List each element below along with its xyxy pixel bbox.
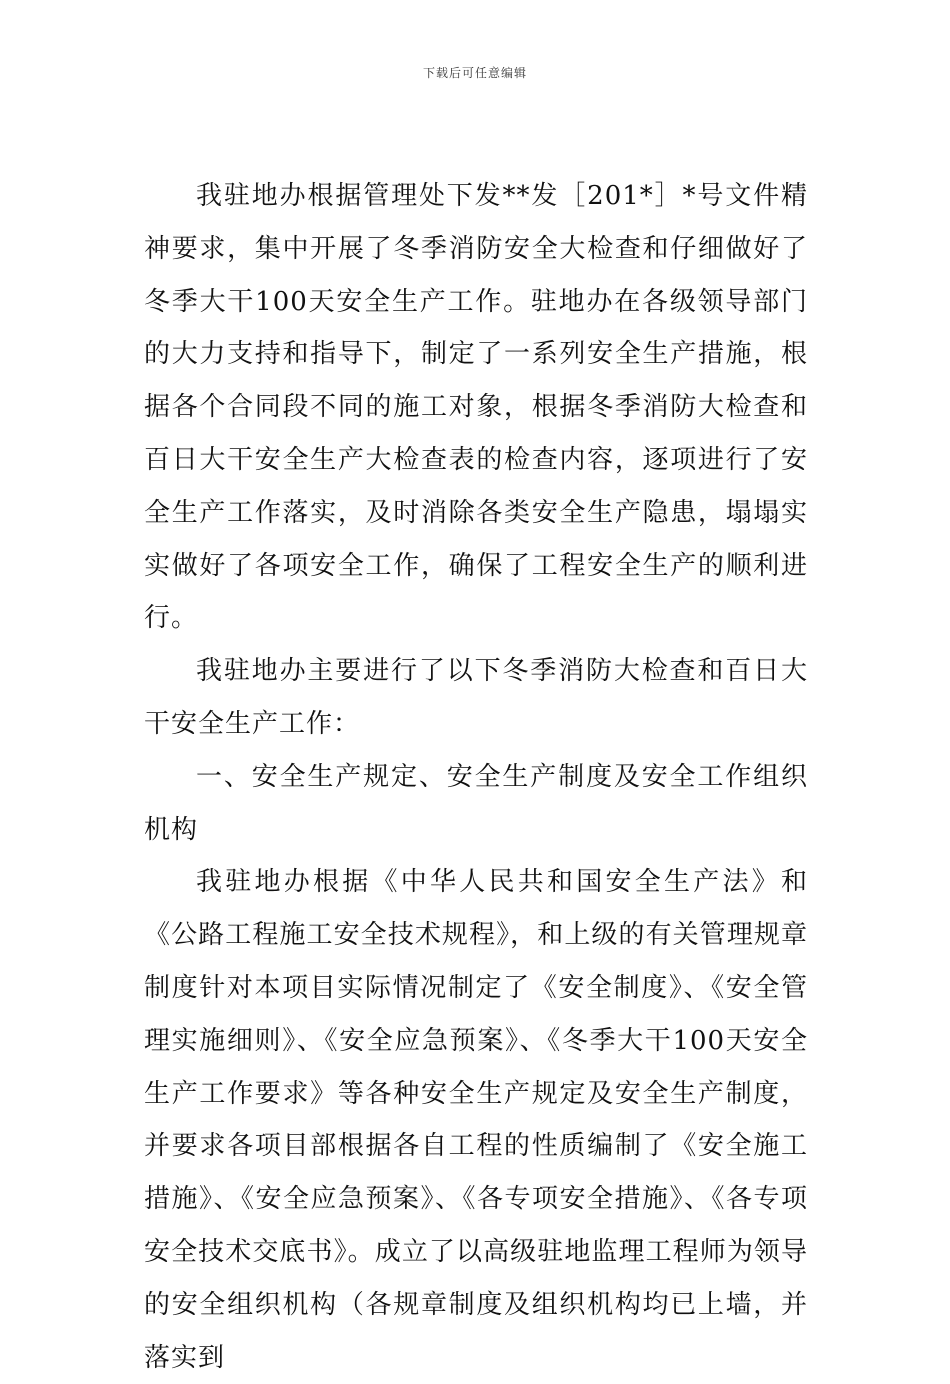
paragraph-regulations: 我驻地办根据《中华人民共和国安全生产法》和《公路工程施工安全技术规程》，和上级的有关管理规章制度针对本项目实际情况制定了《安全制度》、《安全管理实施细则》、《安全应急预案》、《冬季大干100天安全生产工作要求》等各种安全生产规定及安全生产制度，并要求各项目部根据各自工程的性质编制了《安全施工措施》、《安全应急预案》、《各专项安全措施》、《各专项安全技术交底书》。成立了以高级驻地监理工程师为领导的安全组织机构（各规章制度及组织机构均已上墙，并落实到 bbox=[144, 867, 808, 1373]
download-editable-note: 下载后可任意编辑 bbox=[422, 66, 527, 80]
paragraph-work-summary: 我驻地办主要进行了以下冬季消防大检查和百日大干安全生产工作： bbox=[144, 656, 808, 739]
section-heading-1: 一、安全生产规定、安全生产制度及安全工作组织机构 bbox=[144, 761, 808, 845]
paragraph-intro: 我驻地办根据管理处下发**发［201*］*号文件精神要求，集中开展了冬季消防安全大检查和仔细做好了冬季大干100天安全生产工作。驻地办在各级领导部门的大力支持和指导下，制定了一系列安全生产措施，根据各个合同段不同的施工对象，根据冬季消防大检查和百日大干安全生产大检查表的检查内容，逐项进行了安全生产工作落实，及时消除各类安全生产隐患，塌塌实实做好了各项安全工作，确保了工程安全生产的顺利进行。 bbox=[144, 181, 808, 634]
document-body bbox=[144, 170, 808, 1384]
